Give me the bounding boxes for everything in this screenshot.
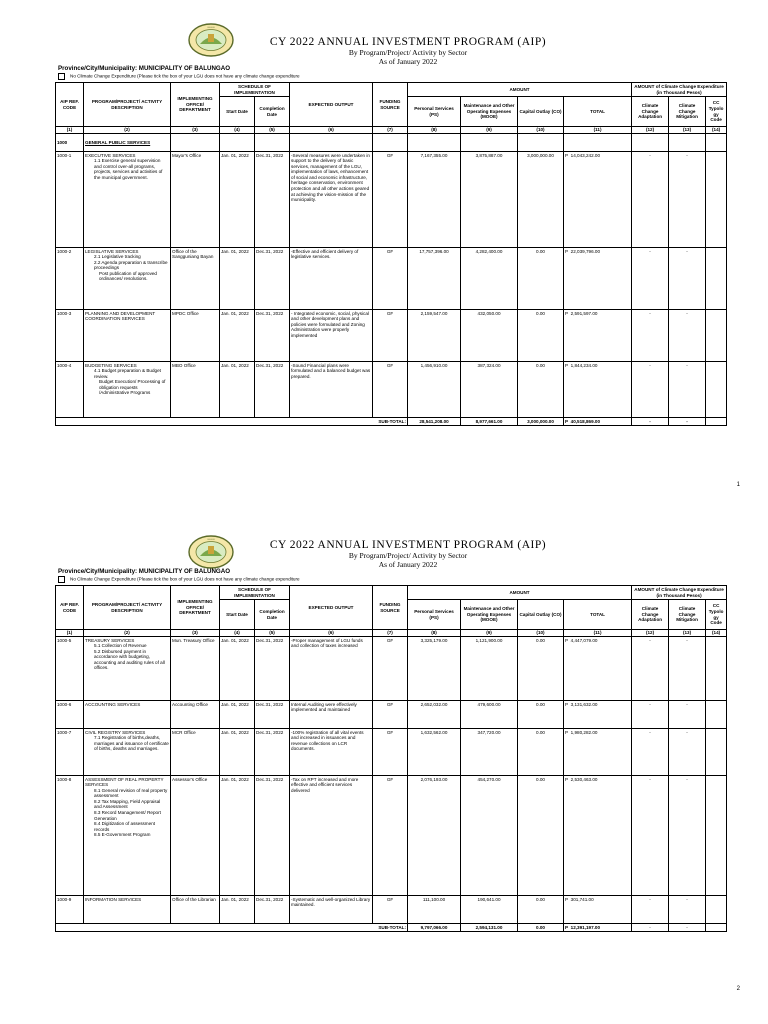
total-cell (564, 637, 632, 701)
program-item: Post publication of approved ordinances/ resolutions. (99, 270, 157, 282)
co-cell: 0.00 (518, 310, 564, 362)
aip-code: 1000-5 (56, 637, 84, 701)
total-cell (564, 362, 632, 418)
cca-cell: - (632, 896, 669, 924)
ps-cell: 111,100.00 (408, 896, 461, 924)
aip-code: 1000-7 (56, 729, 84, 776)
aip-code: 1000-9 (56, 896, 84, 924)
table-row (56, 701, 727, 729)
climate-note (58, 73, 300, 80)
mooe-cell: 3,875,887.00 (461, 152, 518, 248)
peso-sign: P (565, 248, 569, 254)
ps-cell: 2,159,547.00 (408, 310, 461, 362)
subtotal-mooe: 8,977,661.00 (461, 418, 518, 426)
end-date: Dec.31, 2022 (255, 896, 290, 924)
cca-cell: - (632, 248, 669, 310)
climate-checkbox[interactable] (58, 73, 65, 80)
aip-table-2 (55, 585, 727, 932)
col-implementing: IMPLEMENTING OFFICE/ DEPARTMENT (171, 586, 220, 630)
col-start: Start Date (220, 600, 255, 630)
start-date: Jan. 01, 2022 (220, 776, 255, 896)
co-cell: 0.00 (518, 637, 564, 701)
subtotal-ccm: - (669, 418, 706, 426)
col-amount: AMOUNT (408, 83, 632, 97)
col-num: (6) (290, 630, 373, 637)
ps-cell: 3,325,179.00 (408, 637, 461, 701)
mooe-cell: 454,270.00 (461, 776, 518, 896)
col-schedule: SCHEDULE OF IMPLEMENTATION (220, 586, 290, 600)
program-item: /Administrative Programs (99, 390, 151, 396)
program-item: 8.5 E-Government Program (94, 832, 151, 838)
total-value: 22,039,796.00 (570, 248, 601, 254)
col-num: (10) (518, 630, 564, 637)
col-ccm: Climate Change Mitigation (669, 600, 706, 630)
program-title: INFORMATION SERVICES (85, 896, 142, 902)
col-completion: Completion Date (255, 600, 290, 630)
table-row (56, 729, 727, 776)
mooe-cell: 387,324.00 (461, 362, 518, 418)
col-num: (5) (255, 127, 290, 134)
ccm-cell: - (669, 248, 706, 310)
col-co: Capital Outlay (CO) (518, 97, 564, 127)
col-cca: Climate Change Adaptation (632, 600, 669, 630)
total-cell (564, 310, 632, 362)
fund-cell: GF (373, 637, 408, 701)
program-item: Budget Execution/ Processing of obligation requests (99, 379, 166, 390)
total-cell (564, 776, 632, 896)
subtotal-total-value: 40,518,869.00 (570, 418, 601, 424)
col-num: (8) (408, 127, 461, 134)
end-date: Dec.31, 2022 (255, 701, 290, 729)
climate-checkbox[interactable] (58, 576, 65, 583)
ps-cell: 2,652,032.00 (408, 701, 461, 729)
aip-code: 1000-3 (56, 310, 84, 362)
ccm-cell: - (669, 896, 706, 924)
table-row (56, 776, 727, 896)
document-subtitle: By Program/Project/ Activity by Sector (348, 48, 468, 57)
cca-cell: - (632, 362, 669, 418)
document-header (0, 539, 768, 569)
table-row (56, 637, 727, 701)
col-num: (8) (408, 630, 461, 637)
mooe-cell: 1,121,900.00 (461, 637, 518, 701)
co-cell: 0.00 (518, 362, 564, 418)
subtotal-total-value: 12,391,197.00 (570, 924, 601, 930)
climate-note-text: No Climate Change Expenditure (Please tick the box of your LGU does not have any climate change expenditure (70, 576, 300, 582)
peso-sign: P (565, 896, 569, 902)
program-item: 5.2 Disbursed payment in accordance with budgeting, accounting and auditing rules of all offices. (94, 648, 165, 671)
office-cell: MCR Office (171, 729, 220, 776)
col-ps: Personal Services (PS) (408, 97, 461, 127)
cca-cell: - (632, 310, 669, 362)
office-cell: Office of the Sangguniang Bayan (171, 248, 220, 310)
col-num: (4) (220, 630, 255, 637)
total-value: 14,043,242.00 (570, 152, 601, 158)
aip-code: 1000-6 (56, 701, 84, 729)
total-value: 2,591,597.00 (570, 310, 598, 316)
subtotal-ps: 9,797,066.00 (408, 924, 461, 932)
col-program: PROGRAM/PROJECT/ ACTIVITY DESCRIPTION (84, 586, 171, 630)
col-cct: CC Typolo gy Code (706, 97, 727, 127)
aip-code: 1000-8 (56, 776, 84, 896)
office-cell: Assessor's Office (171, 776, 220, 896)
end-date: Dec.31, 2022 (255, 776, 290, 896)
peso-sign: P (565, 924, 569, 930)
aip-code: 1000-4 (56, 362, 84, 418)
ccm-cell: - (669, 701, 706, 729)
total-cell (564, 701, 632, 729)
mooe-cell: 190,641.00 (461, 896, 518, 924)
document-asof: As of January 2022 (378, 560, 438, 569)
cca-cell: - (632, 701, 669, 729)
subtotal-ccm: - (669, 924, 706, 932)
program-cell (84, 637, 171, 701)
province-label: Province/City/Municipality: MUNICIPALITY OF BALUNGAO (58, 65, 231, 72)
col-num: (11) (564, 127, 632, 134)
col-num: (13) (669, 127, 706, 134)
col-amount: AMOUNT (408, 586, 632, 600)
subtotal-label: SUB-TOTAL: (56, 924, 408, 932)
col-mooe: Maintenance and Other Operating Expenses (MOOE) (461, 600, 518, 630)
program-item: 1.1 Exercise general supervision and control over-all programs, projects, services and activities of the municipal government. (94, 158, 163, 180)
fund-cell: GF (373, 310, 408, 362)
end-date: Dec.31, 2022 (255, 310, 290, 362)
program-item: 8.1 General revision of real property assessment (94, 787, 168, 799)
program-cell (84, 248, 171, 310)
output-cell: -100% registration of all vital events and increased in issuances and revenue collections on LCR documents. (290, 729, 373, 776)
co-cell: 0.00 (518, 776, 564, 896)
col-output: EXPECTED OUTPUT (290, 586, 373, 630)
col-num: (12) (632, 630, 669, 637)
col-cca: Climate Change Adaptation (632, 97, 669, 127)
subtotal-cca: - (632, 924, 669, 932)
fund-cell: GF (373, 701, 408, 729)
start-date: Jan. 01, 2022 (220, 248, 255, 310)
output-cell: -Systematic and well-organized Library maintained. (290, 896, 373, 924)
page-number: 1 (736, 482, 740, 488)
col-num: (3) (171, 630, 220, 637)
end-date: Dec.31, 2022 (255, 248, 290, 310)
program-cell (84, 701, 171, 729)
col-schedule: SCHEDULE OF IMPLEMENTATION (220, 83, 290, 97)
total-cell (564, 248, 632, 310)
table-row (56, 362, 727, 418)
total-value: 3,131,632.00 (570, 701, 598, 707)
peso-sign: P (565, 637, 569, 643)
fund-cell: GF (373, 362, 408, 418)
cca-cell: - (632, 637, 669, 701)
col-aip-ref: AIP REF. CODE (56, 83, 84, 127)
co-cell: 0.00 (518, 729, 564, 776)
col-num: (9) (461, 630, 518, 637)
document-asof: As of January 2022 (378, 57, 438, 66)
document-title: CY 2022 ANNUAL INVESTMENT PROGRAM (AIP) (269, 36, 547, 48)
col-total: TOTAL (564, 600, 632, 630)
office-cell: MPDC Office (171, 310, 220, 362)
end-date: Dec.31, 2022 (255, 152, 290, 248)
program-title: EXECUTIVE SERVICES (85, 152, 136, 158)
subtotal-row (56, 418, 727, 426)
document-header (0, 36, 768, 66)
ccm-cell: - (669, 310, 706, 362)
subtotal-row (56, 924, 727, 932)
peso-sign: P (565, 310, 569, 316)
ccm-cell: - (669, 776, 706, 896)
aip-code: 1000-1 (56, 152, 84, 248)
start-date: Jan. 01, 2022 (220, 701, 255, 729)
col-cc-amount: AMOUNT of Climate Change Expenditure (in Thousand Pesos) (632, 586, 727, 600)
ps-cell: 1,632,562.00 (408, 729, 461, 776)
col-num: (2) (84, 127, 171, 134)
col-num: (1) (56, 630, 84, 637)
cca-cell: - (632, 776, 669, 896)
output-cell: - Integrated economic, social, physical and other development plans and policies were formulated and Zoning Administration were properly implemented (290, 310, 373, 362)
subtotal-cca: - (632, 418, 669, 426)
climate-note (58, 576, 300, 583)
program-cell (84, 729, 171, 776)
output-cell: -Several measures were undertaken in support to the delivery of basic services, management of the LGU, implementation of laws, enhancement of social and economic infrastructure, heritage conservation, environment protection and all other actions geared at achieving the vision-mission of the municipality. (290, 152, 373, 248)
fund-cell: GF (373, 248, 408, 310)
col-num: (2) (84, 630, 171, 637)
mooe-cell: 432,050.00 (461, 310, 518, 362)
mooe-cell: 479,600.00 (461, 701, 518, 729)
col-num: (11) (564, 630, 632, 637)
subtotal-co: 0.00 (518, 924, 564, 932)
col-funding: FUNDING SOURCE (373, 586, 408, 630)
col-start: Start Date (220, 97, 255, 127)
col-num: (7) (373, 630, 408, 637)
subtotal-total (564, 418, 632, 426)
program-title: ASSESSMENT OF REAL PROPERTY SERVICES (85, 776, 164, 788)
start-date: Jan. 01, 2022 (220, 896, 255, 924)
col-num: (7) (373, 127, 408, 134)
table-row (56, 248, 727, 310)
fund-cell: GF (373, 152, 408, 248)
col-num: (14) (706, 630, 727, 637)
peso-sign: P (565, 729, 569, 735)
program-item: 7.1 Registration of births,deaths, marriages and issuance of certificate of births, deaths and marriages. (94, 735, 169, 752)
ccm-cell: - (669, 729, 706, 776)
co-cell: 3,000,000.00 (518, 152, 564, 248)
table-row (56, 152, 727, 248)
ps-cell: 1,456,910.00 (408, 362, 461, 418)
ps-cell: 2,076,193.00 (408, 776, 461, 896)
total-value: 1,844,234.00 (570, 362, 598, 368)
end-date: Dec.31, 2022 (255, 637, 290, 701)
output-cell: Internal Auditing were effectively implemented and maintained (290, 701, 373, 729)
output-cell: -Tax on RPT increased and more effective and efficient services delivered (290, 776, 373, 896)
col-num: (12) (632, 127, 669, 134)
col-ps: Personal Services (PS) (408, 600, 461, 630)
program-item: 2.2 Agenda preparation & transcribe proceedings (94, 259, 168, 271)
col-program: PROGRAM/PROJECT/ ACTIVITY DESCRIPTION (84, 83, 171, 127)
peso-sign: P (565, 152, 569, 158)
col-cc-amount: AMOUNT of Climate Change Expenditure (in Thousand Pesos) (632, 83, 727, 97)
col-completion: Completion Date (255, 97, 290, 127)
col-num: (5) (255, 630, 290, 637)
program-item: 2.1 Legislative tracking (94, 254, 141, 260)
program-item: 4.1 Budget preparation & Budget review. (94, 368, 161, 379)
office-cell: Accounting Office (171, 701, 220, 729)
col-aip-ref: AIP REF. CODE (56, 586, 84, 630)
program-cell (84, 896, 171, 924)
subtotal-total (564, 924, 632, 932)
aip-code: 1000-2 (56, 248, 84, 310)
ps-cell: 7,167,355.00 (408, 152, 461, 248)
program-item: 5.1 Collection of Revenue (94, 643, 147, 649)
province-label: Province/City/Municipality: MUNICIPALITY OF BALUNGAO (58, 568, 231, 575)
svg-text:•••••••: ••••••• (207, 25, 215, 29)
output-cell: -Effective and efficient delivery of legislative services. (290, 248, 373, 310)
program-title: LEGISLATIVE SERVICES (85, 248, 139, 254)
fund-cell: GF (373, 729, 408, 776)
program-cell (84, 152, 171, 248)
col-num: (4) (220, 127, 255, 134)
col-num: (10) (518, 127, 564, 134)
start-date: Jan. 01, 2022 (220, 310, 255, 362)
sector-name: GENERAL PUBLIC SERVICES (84, 134, 171, 152)
mooe-cell: 347,720.00 (461, 729, 518, 776)
ccm-cell: - (669, 362, 706, 418)
fund-cell: GF (373, 896, 408, 924)
ccm-cell: - (669, 152, 706, 248)
subtotal-label: SUB-TOTAL: (56, 418, 408, 426)
col-num: (13) (669, 630, 706, 637)
co-cell: 0.00 (518, 896, 564, 924)
program-item: 8.3 Record Management/ Report Generation (94, 810, 161, 821)
start-date: Jan. 01, 2022 (220, 152, 255, 248)
program-cell (84, 362, 171, 418)
col-co: Capital Outlay (CO) (518, 600, 564, 630)
start-date: Jan. 01, 2022 (220, 637, 255, 701)
col-output: EXPECTED OUTPUT (290, 83, 373, 127)
page-number: 2 (736, 986, 740, 992)
program-cell (84, 776, 171, 896)
col-num: (1) (56, 127, 84, 134)
start-date: Jan. 01, 2022 (220, 362, 255, 418)
end-date: Dec.31, 2022 (255, 729, 290, 776)
peso-sign: P (565, 362, 569, 368)
program-title: TREASURY SERVICES (85, 637, 135, 643)
program-title: BUDGETING SERVICES (85, 362, 137, 368)
subtotal-mooe: 2,594,131.00 (461, 924, 518, 932)
total-value: 301,741.00 (570, 896, 594, 902)
subtotal-ps: 28,541,208.00 (408, 418, 461, 426)
peso-sign: P (565, 418, 569, 424)
fund-cell: GF (373, 776, 408, 896)
program-item: 8.4 Digitization of assessment records (94, 821, 156, 832)
col-cct: CC Typolo gy Code (706, 600, 727, 630)
table-row (56, 896, 727, 924)
output-cell: -Sound Financial plans were formulated and a balanced budget was prepared. (290, 362, 373, 418)
table-row (56, 310, 727, 362)
total-value: 4,447,079.00 (570, 637, 598, 643)
col-num: (14) (706, 127, 727, 134)
peso-sign: P (565, 701, 569, 707)
total-cell (564, 896, 632, 924)
col-num: (9) (461, 127, 518, 134)
col-total: TOTAL (564, 97, 632, 127)
cca-cell: - (632, 152, 669, 248)
col-funding: FUNDING SOURCE (373, 83, 408, 127)
document-subtitle: By Program/Project/ Activity by Sector (348, 551, 468, 560)
office-cell: Mayor's Office (171, 152, 220, 248)
sector-code: 1000 (56, 134, 84, 152)
peso-sign: P (565, 776, 569, 782)
start-date: Jan. 01, 2022 (220, 729, 255, 776)
total-cell (564, 729, 632, 776)
sector-row (56, 134, 727, 152)
total-cell (564, 152, 632, 248)
page-2 (0, 512, 768, 1024)
program-cell (84, 310, 171, 362)
aip-table-1 (55, 82, 727, 426)
col-num: (3) (171, 127, 220, 134)
col-ccm: Climate Change Mitigation (669, 97, 706, 127)
climate-note-text: No Climate Change Expenditure (Please tick the box of your LGU does not have any climate change expenditure (70, 73, 300, 79)
subtotal-co: 3,000,000.00 (518, 418, 564, 426)
program-item: 8.2 Tax Mapping, Field Appraisal and Assessment (94, 798, 161, 810)
office-cell: Mun. Treasury Office (171, 637, 220, 701)
col-implementing: IMPLEMENTING OFFICE/ DEPARTMENT (171, 83, 220, 127)
output-cell: -Proper management of LGU funds and collection of taxes increased (290, 637, 373, 701)
document-title: CY 2022 ANNUAL INVESTMENT PROGRAM (AIP) (269, 539, 547, 551)
ps-cell: 17,757,396.00 (408, 248, 461, 310)
program-title: ACCOUNTING SERVICES (85, 701, 141, 707)
total-value: 2,530,463.00 (570, 776, 598, 782)
cca-cell: - (632, 729, 669, 776)
office-cell: Office of the Librarian (171, 896, 220, 924)
col-num: (6) (290, 127, 373, 134)
program-title: PLANNING AND DEVELOPMENT COORDINATION SERVICES (85, 310, 156, 322)
ccm-cell: - (669, 637, 706, 701)
col-mooe: Maintenance and Other Operating Expenses (MOOE) (461, 97, 518, 127)
office-cell: MBO Office (171, 362, 220, 418)
co-cell: 0.00 (518, 701, 564, 729)
svg-text:•••••••: ••••••• (207, 537, 215, 541)
co-cell: 0.00 (518, 248, 564, 310)
end-date: Dec.31, 2022 (255, 362, 290, 418)
mooe-cell: 4,282,400.00 (461, 248, 518, 310)
total-value: 1,980,282.00 (570, 729, 598, 735)
program-title: CIVIL REGISTRY SERVICES (85, 729, 146, 735)
